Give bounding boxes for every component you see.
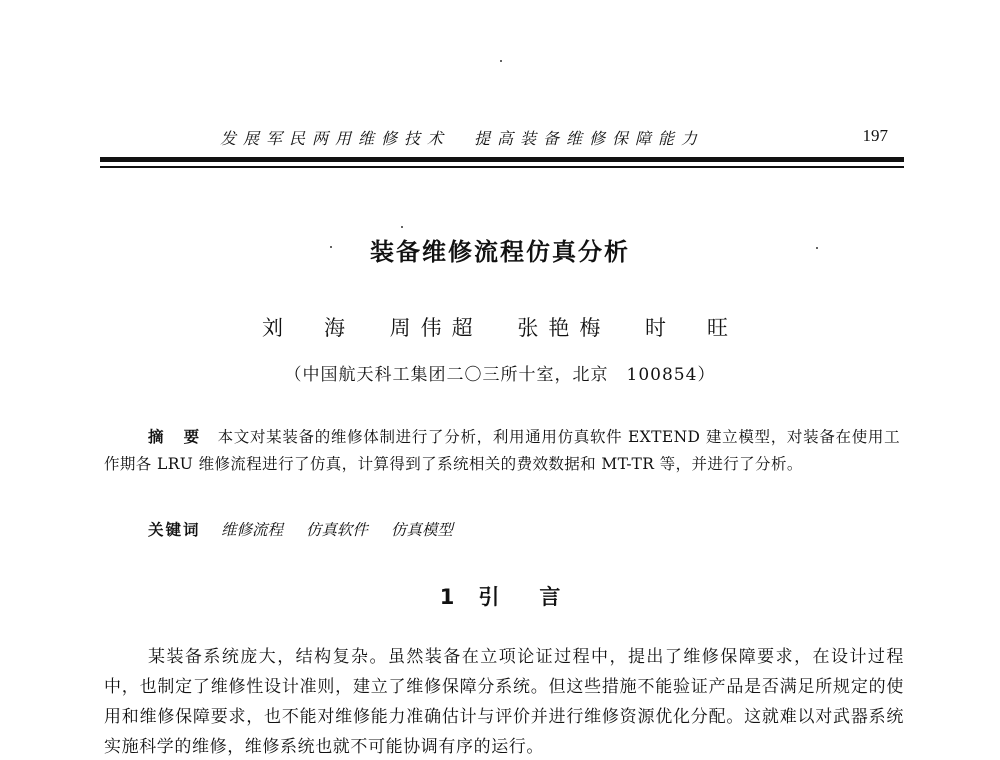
running-title-part2: 提高装备维修保障能力 — [474, 129, 705, 148]
running-header — [100, 126, 900, 154]
keyword: 维修流程 — [220, 521, 283, 539]
header-rule-thick — [100, 157, 904, 162]
author-name: 时 旺 — [645, 316, 739, 340]
abstract-label: 摘 要 — [148, 428, 202, 446]
section-number: 1 — [439, 585, 455, 609]
author-name: 刘 海 — [261, 316, 355, 340]
running-title — [220, 126, 704, 149]
header-rule-thin — [100, 166, 904, 168]
author-name: 周伟超 — [389, 316, 483, 340]
body-paragraph: 某装备系统庞大，结构复杂。虽然装备在立项论证过程中，提出了维修保障要求，在设计过程中，也制定了维修性设计准则，建立了维修保障分系统。但这些措施不能验证产品是否满足所规定的使用和维修保障要求，也不能对维修能力准确估计与评价并进行维修资源优化分配。这就难以对武器系统实施科学的维修，维修系统也就不可能协调有序的运行。 — [104, 647, 904, 757]
scan-speck — [401, 226, 403, 228]
page-number: 197 — [862, 126, 888, 145]
author-list — [0, 312, 1000, 342]
author-affiliation: （中国航天科工集团二〇三所十室，北京 100854） — [284, 365, 716, 385]
section-heading — [0, 581, 1000, 611]
keyword: 仿真模型 — [390, 521, 453, 539]
scan-speck — [500, 60, 502, 62]
abstract — [104, 424, 900, 478]
keywords — [148, 518, 471, 540]
keywords-label: 关键词 — [148, 521, 201, 539]
author-name: 张艳梅 — [517, 316, 611, 340]
keyword: 仿真软件 — [305, 521, 368, 539]
paper-title: 装备维修流程仿真分析 — [370, 238, 630, 266]
running-title-part1: 发展军民两用维修技术 — [220, 129, 451, 148]
abstract-text: 本文对某装备的维修体制进行了分析，利用通用仿真软件 EXTEND 建立模型，对装备在使用工作期各 LRU 维修流程进行了仿真，计算得到了系统相关的费效数据和 MT-TR 等，并进行了分析。 — [104, 428, 900, 473]
section-title-char: 引 — [478, 585, 500, 609]
section-title-char: 言 — [539, 585, 561, 609]
